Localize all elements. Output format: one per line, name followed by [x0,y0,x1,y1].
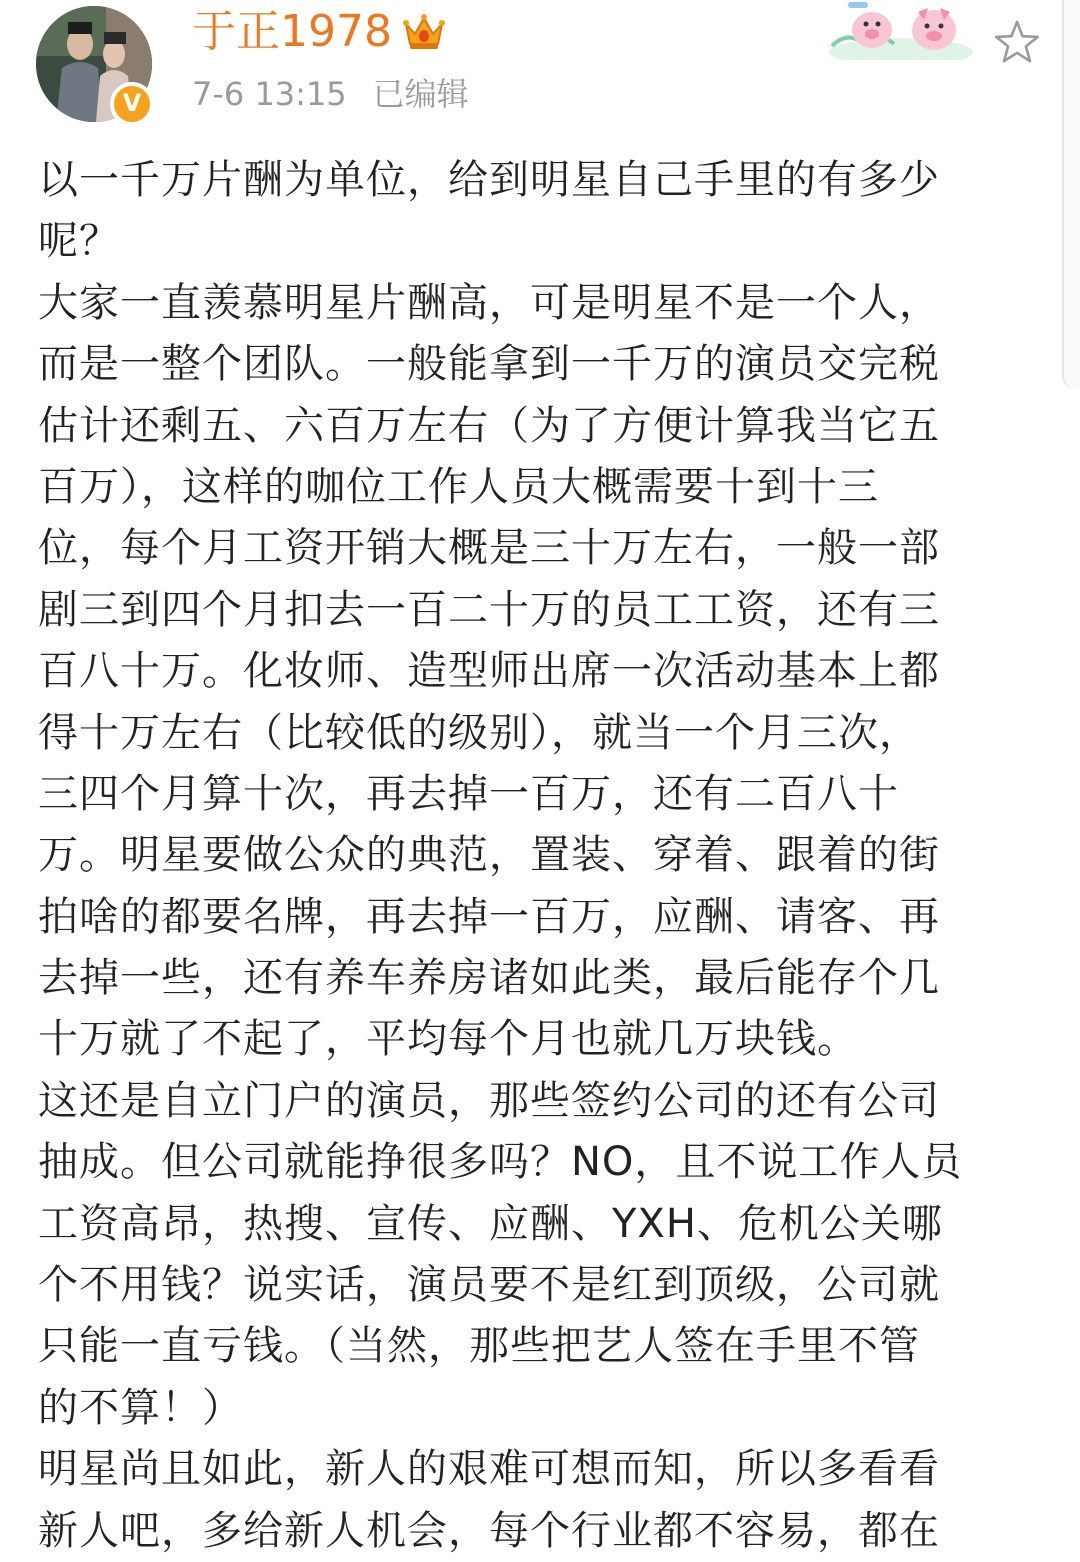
edited-label[interactable]: 已编辑 [372,75,469,113]
post-text-line: 百八十万。化妆师、造型师出席一次活动基本上都 [38,648,940,695]
post-text-line: 十万就了不起了，平均每个月也就几万块钱。 [38,1016,858,1063]
post-text-line: 得十万左右（比较低的级别），就当一个月三次， [38,709,920,756]
post-text-line: 估计还剩五、六百万左右（为了方便计算我当它五 [38,402,940,449]
post-text-line: 抽成。但公司就能挣很多吗？NO，且不说工作人员 [38,1139,963,1186]
crown-icon[interactable] [402,12,446,52]
post-text-line: 呢？ [38,218,120,265]
post-text-line: 以一千万片酬为单位，给到明星自己手里的有多少 [38,157,940,203]
piggy-sticker-icon [828,0,974,60]
post-meta [192,72,469,116]
post-text-line: 位，每个月工资开销大概是三十万左右，一般一部 [38,525,940,572]
star-outline-icon[interactable] [990,16,1044,70]
post-text-line: 只能一直亏钱。（当然，那些把艺人签在手里不管 [38,1323,920,1370]
post-text-line: 大家一直羡慕明星片酬高，可是明星不是一个人， [38,279,940,326]
post-text-line: 新人吧，多给新人机会，每个行业都不容易，都在 [38,1507,940,1554]
author-name[interactable]: 于正1978 [192,6,392,57]
post-timestamp: 7-6 13:15 [192,75,347,113]
post-header [0,0,1080,140]
post-text-line: 的不算！） [38,1384,243,1431]
post-text-line: 三四个月算十次，再去掉一百万，还有二百八十 [38,770,899,817]
verified-badge-letter: V [122,89,142,117]
post-text-line: 而是一整个团队。一般能拿到一千万的演员交完税 [38,341,940,388]
post-body [38,150,1048,1562]
post-text-line: 剧三到四个月扣去一百二十万的员工工资，还有三 [38,586,940,633]
post-text-line: 这还是自立门户的演员，那些签约公司的还有公司 [38,1077,940,1124]
post-text-line: 百万），这样的咖位工作人员大概需要十到十三 [38,463,879,510]
post-text-line: 个不用钱？说实话，演员要不是红到顶级，公司就 [38,1262,940,1309]
post-text-line: 拍啥的都要名牌，再去掉一百万，应酬、请客、再 [38,893,940,940]
username-row [192,4,446,60]
post-text-line: 工资高昂，热搜、宣传、应酬、YXH、危机公关哪 [38,1200,943,1247]
post-text-line: 去掉一些，还有养车养房诸如此类，最后能存个几 [38,955,940,1002]
post-text-line: 明星尚且如此，新人的艰难可想而知，所以多看看 [38,1446,940,1493]
post-text-line: 万。明星要做公众的典范，置装、穿着、跟着的街 [38,832,940,879]
verified-badge-icon [110,82,154,126]
